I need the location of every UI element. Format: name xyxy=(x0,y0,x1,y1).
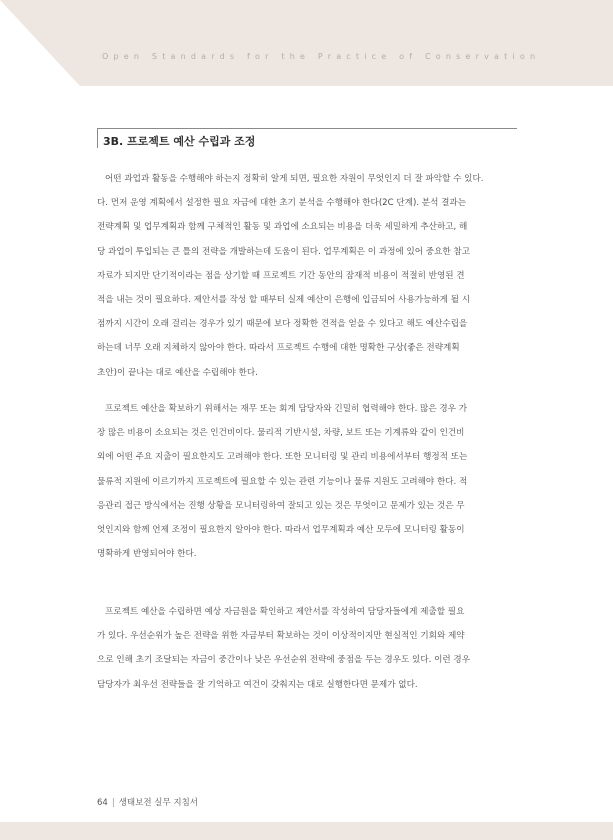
book-title: 생태보전 실무 지침서 xyxy=(118,798,199,808)
footer-separator: | xyxy=(111,798,115,808)
text-line: 점까지 시간이 오래 걸리는 경우가 있기 때문에 보다 정확한 견적을 얻을 수 있다고 해도 예산수립을 xyxy=(97,319,468,330)
paragraph-3 xyxy=(97,600,517,697)
text-line: 하는데 너무 오래 지체하지 않아야 한다. 따라서 프로젝트 수행에 대한 명확한 구상(좋은 전략계획 xyxy=(97,343,460,354)
text-line: 외에 어떤 주요 지출이 필요한지도 고려해야 한다. 또한 모니터링 및 관리 비용에서부터 행정적 또는 xyxy=(97,452,468,463)
text-line: 가 있다. 우선순위가 높은 전략을 위한 자금부터 확보하는 것이 이상적이지만 현실적인 기회와 제약 xyxy=(97,631,465,642)
page-footer xyxy=(97,796,198,808)
header-band xyxy=(0,0,613,86)
text-line: 명확하게 반영되어야 한다. xyxy=(97,549,197,560)
text-line: 초안)이 끝나는 대로 예산을 수립해야 한다. xyxy=(97,367,258,378)
section-rule xyxy=(97,128,517,129)
text-line: 전략계획 및 업무계획과 함께 구체적인 활동 및 과업에 소요되는 비용을 더욱 세밀하게 추산하고, 해 xyxy=(97,222,468,233)
text-line: 으로 인해 초기 조달되는 자금이 중간이나 낮은 우선순위 전략에 중점을 두는 경우도 있다. 이런 경우 xyxy=(97,655,471,666)
paragraph-1 xyxy=(97,167,517,385)
series-header: Open Standards for the Practice of Conservation xyxy=(102,52,541,61)
bottom-strip xyxy=(0,822,613,840)
text-line: 어떤 과업과 활동을 수행해야 하는지 정확히 알게 되면, 필요한 자원이 무엇인지 더 잘 파악할 수 있다. xyxy=(105,174,484,184)
text-line: 응관리 접근 방식에서는 진행 상황을 모니터링하여 잘되고 있는 것은 무엇이고 문제가 있는 것은 무 xyxy=(97,500,465,511)
text-line: 프로젝트 예산을 확보하기 위해서는 재무 또는 회계 담당자와 긴밀히 협력해야 한다. 많은 경우 가 xyxy=(105,404,468,414)
text-line: 엇인지와 함께 언제 조정이 필요한지 알아야 한다. 따라서 업무계획과 예산 모두에 모니터링 활동이 xyxy=(97,524,465,535)
text-line: 담당자가 최우선 전략들을 잘 기억하고 여건이 갖춰지는 대로 실행한다면 문제가 없다. xyxy=(97,679,418,690)
section-title: 3B. 프로젝트 예산 수립과 조정 xyxy=(103,135,256,148)
paragraph-2 xyxy=(97,397,517,566)
text-line: 적을 내는 것이 필요하다. 제안서를 작성 할 때부터 실제 예산이 은행에 입금되어 사용가능하게 될 시 xyxy=(97,294,471,305)
text-line: 프로젝트 예산을 수립하면 예상 자금원을 확인하고 제안서를 작성하여 담당자들에게 제출할 필요 xyxy=(105,607,465,617)
section-marker xyxy=(97,128,98,148)
text-line: 다. 먼저 운영 계획에서 설정한 필요 자금에 대한 초기 분석을 수행해야 한다(2C 단계). 분석 결과는 xyxy=(97,198,467,209)
text-line: 당 과업이 투입되는 큰 틀의 전략을 개발하는데 도움이 된다. 업무계획은 이 과정에 있어 중요한 참고 xyxy=(97,246,471,257)
page-number: 64 xyxy=(97,798,108,808)
text-line: 물류적 지원에 이르기까지 프로젝트에 필요할 수 있는 관련 기능이나 물류 지원도 고려해야 한다. 적 xyxy=(97,476,468,487)
text-line: 자료가 되지만 단기적이라는 점을 상기할 때 프로젝트 기간 동안의 잠재적 비용이 적절히 반영된 견 xyxy=(97,270,465,281)
text-line: 장 많은 비용이 소요되는 것은 인건비이다. 물리적 기반시설, 차량, 보트 또는 기계류와 같이 인건비 xyxy=(97,428,465,439)
